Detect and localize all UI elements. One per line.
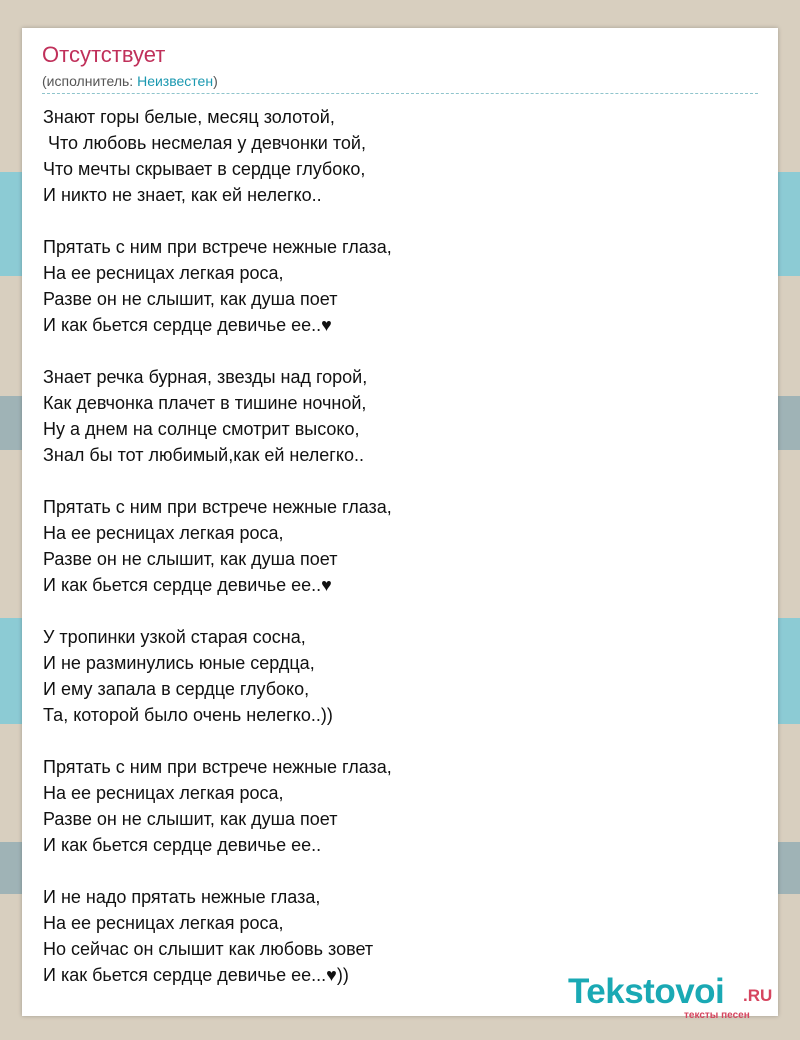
lyrics-line: И как бьется сердце девичье ее.. [43, 835, 322, 855]
lyrics-stanza [43, 494, 743, 598]
lyrics-stanza [43, 754, 743, 858]
logo-tagline: тексты песен [684, 1010, 750, 1021]
lyrics-line: Разве он не слышит, как душа поет [43, 549, 338, 569]
lyrics-line: Прятать с ним при встрече нежные глаза, [43, 757, 392, 777]
logo-domain: .RU [743, 986, 773, 1005]
lyrics-card [22, 28, 778, 1021]
lyrics-line: У тропинки узкой старая сосна, [43, 627, 306, 647]
artist-suffix: ) [213, 73, 218, 89]
artist-prefix: (исполнитель: [42, 73, 138, 89]
lyrics-line: На ее ресницах легкая роса, [43, 263, 284, 283]
lyrics-line: На ее ресницах легкая роса, [43, 523, 284, 543]
song-title: Отсутствует [42, 42, 166, 67]
lyrics-body [43, 104, 743, 1014]
lyrics-line: И никто не знает, как ей нелегко.. [43, 185, 322, 205]
lyrics-line: Но сейчас он слышит как любовь зовет [43, 939, 374, 959]
lyrics-line: Та, которой было очень нелегко..)) [43, 705, 333, 725]
lyrics-line: И не разминулись юные сердца, [43, 653, 315, 673]
lyrics-line: Прятать с ним при встрече нежные глаза, [43, 497, 392, 517]
lyrics-stanza [43, 624, 743, 728]
lyrics-line: И как бьется сердце девичье ее..♥ [43, 315, 332, 335]
lyrics-stanza [43, 234, 743, 338]
lyrics-line: Ну а днем на солнце смотрит высоко, [43, 419, 360, 439]
lyrics-line: На ее ресницах легкая роса, [43, 783, 284, 803]
logo-name: Tekstovoi [568, 972, 725, 1011]
lyrics-line: Что мечты скрывает в сердце глубоко, [43, 159, 366, 179]
lyrics-line: Прятать с ним при встрече нежные глаза, [43, 237, 392, 257]
lyrics-line: Знает речка бурная, звезды над горой, [43, 367, 368, 387]
title-divider [42, 93, 758, 94]
artist-line [42, 73, 218, 89]
lyrics-line: На ее ресницах легкая роса, [43, 913, 284, 933]
site-logo[interactable] [568, 972, 778, 1022]
lyrics-line: Знают горы белые, месяц золотой, [43, 107, 335, 127]
lyrics-line: Как девчонка плачет в тишине ночной, [43, 393, 367, 413]
lyrics-line: И как бьется сердце девичье ее..♥ [43, 575, 332, 595]
artist-link[interactable]: Неизвестен [137, 73, 214, 89]
lyrics-line: И не надо прятать нежные глаза, [43, 887, 321, 907]
lyrics-line: Разве он не слышит, как душа поет [43, 289, 338, 309]
lyrics-stanza [43, 104, 743, 208]
lyrics-line: Знал бы тот любимый,как ей нелегко.. [43, 445, 364, 465]
lyrics-line: И ему запала в сердце глубоко, [43, 679, 310, 699]
lyrics-line: Разве он не слышит, как душа поет [43, 809, 338, 829]
lyrics-line: Что любовь несмелая у девчонки той, [43, 133, 366, 153]
lyrics-line: И как бьется сердце девичье ее...♥)) [43, 965, 349, 985]
lyrics-stanza [43, 364, 743, 468]
